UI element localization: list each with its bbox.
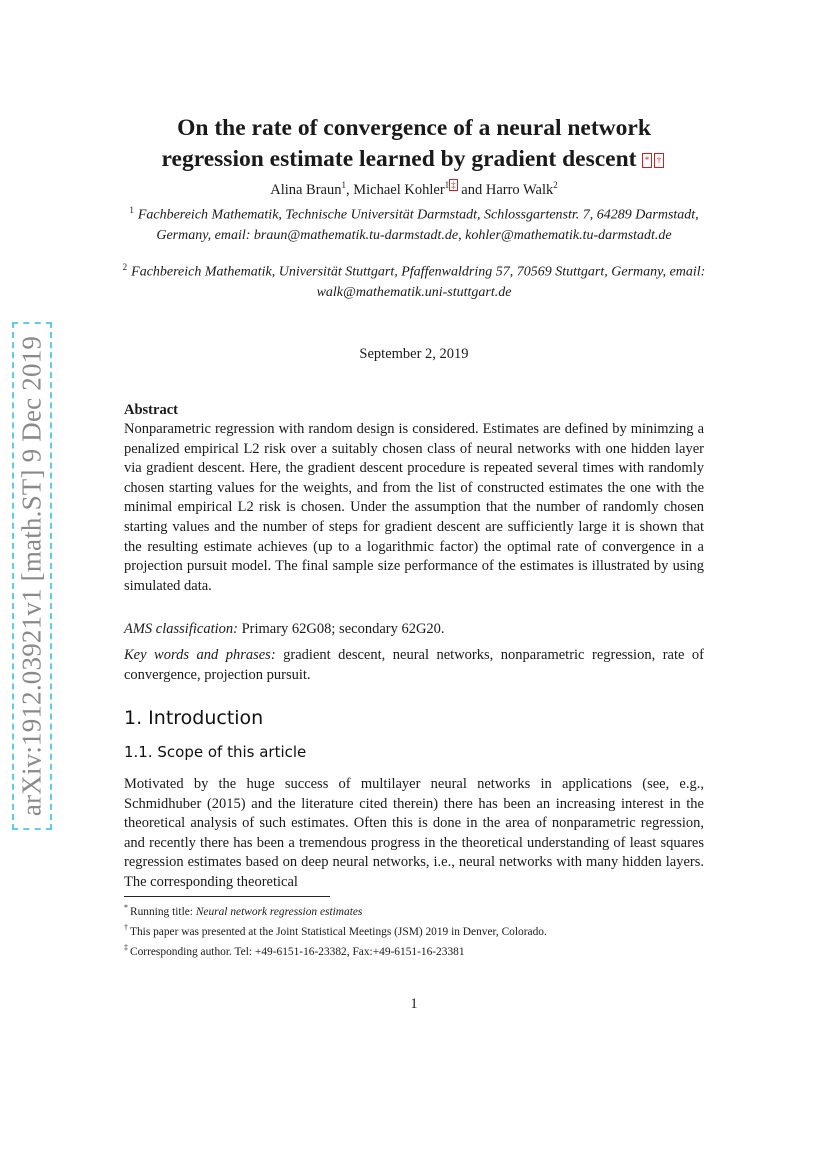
author-1: Alina Braun (270, 181, 342, 198)
ams-label: AMS classification: (124, 621, 238, 637)
footnote-divider (124, 896, 330, 897)
footnote-2-text: This paper was presented at the Joint Statistical Meetings (JSM) 2019 in Denver, Colorado. (130, 925, 547, 938)
ams-text: Primary 62G08; secondary 62G20. (237, 621, 445, 637)
footnote-1-label: Running title: (130, 905, 196, 918)
page-number: 1 (410, 996, 418, 1012)
arxiv-stamp[interactable] (12, 322, 52, 830)
footnote-dagger-link-icon[interactable]: † (654, 153, 664, 168)
introduction-paragraph: Motivated by the huge success of multilayer neural networks in applications (see, e.g., Schmidhuber (2015) and the literature cited therein) there has been an increasing interest in the theoretical analysis of such estimates. Often this is done in the area of nonparametric regression, and recently there has been a tremendous progress in the theoretical understanding of least squares regression estimates based on deep neural networks, i.e., neural networks with many hidden layers. The corresponding theoretical (124, 776, 704, 890)
title-line-2: regression estimate learned by gradient descent (161, 146, 637, 172)
title-line-2-wrap (100, 144, 728, 175)
author-2-sup: 1 (444, 180, 450, 190)
affiliation-1-sup: 1 (129, 205, 134, 215)
title-line-1: On the rate of convergence of a neural network (177, 115, 651, 141)
author-sep-2: and (457, 181, 486, 198)
footnote-2 (124, 920, 714, 940)
footnotes (124, 900, 714, 959)
author-3: Harro Walk (485, 181, 554, 198)
footnote-1-text: Neural network regression estimates (195, 905, 363, 918)
footnote-3 (124, 940, 714, 960)
keywords (124, 646, 704, 685)
affiliation-2-sup: 2 (122, 262, 128, 272)
footnote-1-mark: * (124, 903, 128, 912)
footnote-3-text: Corresponding author. Tel: +49-6151-16-23382, Fax:+49-6151-16-23381 (130, 945, 465, 958)
footnote-3-mark: ‡ (124, 942, 128, 952)
arxiv-identifier: arXiv:1912.03921v1 [math.ST] 9 Dec 2019 (16, 335, 47, 817)
affiliation-2 (112, 257, 716, 303)
author-list (100, 180, 728, 199)
author-sep-1: , (346, 181, 354, 198)
footnote-2-mark: † (124, 922, 128, 932)
affiliation-1 (112, 200, 716, 246)
author-1-sup: 1 (341, 180, 346, 190)
subsection-heading-scope: 1.1. Scope of this article (124, 743, 307, 761)
affiliation-2-text: Fachbereich Mathematik, Universität Stuttgart, Pfaffenwaldring 57, 70569 Stuttgart, Germany, email: walk@mathematik.uni-stuttgart.de (131, 264, 706, 301)
abstract-text: Nonparametric regression with random design is considered. Estimates are defined by minimzing a penalized empirical L2 risk over a suitably chosen class of neural networks with one hidden layer via gradient descent. Here, the gradient descent procedure is repeated several times with randomly chosen starting values for the weights, and from the list of constructed estimates the one with the minimal empirical L2 risk is chosen. Under the assumption that the number of randomly chosen starting values and the number of steps for gradient descent are sufficiently large it is shown that the resulting estimate achieves (up to a logarithmic factor) the optimal rate of convergence in a projection pursuit model. The final sample size performance of the estimates is illustrated by using simulated data. (124, 421, 704, 594)
footnote-star-link-icon[interactable]: * (642, 153, 652, 168)
ams-classification (124, 620, 704, 640)
author-3-sup: 2 (553, 180, 558, 190)
keywords-label: Key words and phrases: (124, 647, 276, 663)
author-2: Michael Kohler (353, 181, 445, 198)
footnote-link-icons[interactable] (642, 152, 666, 167)
footnote-1 (124, 900, 714, 920)
corresponding-author-link-icon[interactable]: ‡ (451, 180, 456, 190)
paper-date: September 2, 2019 (359, 346, 469, 362)
paper-title (100, 113, 728, 175)
affiliation-1-text: Fachbereich Mathematik, Technische Universität Darmstadt, Schlossgartenstr. 7, 64289 Darmstadt, Germany, email: braun@mathematik.tu-darmstadt.de, kohler@mathematik.tu-darmstadt.de (137, 207, 699, 244)
abstract-heading: Abstract (124, 402, 178, 418)
section-heading-introduction: 1. Introduction (124, 707, 264, 729)
keywords-text: gradient descent, neural networks, nonparametric regression, rate of convergence, projection pursuit. (124, 647, 705, 683)
